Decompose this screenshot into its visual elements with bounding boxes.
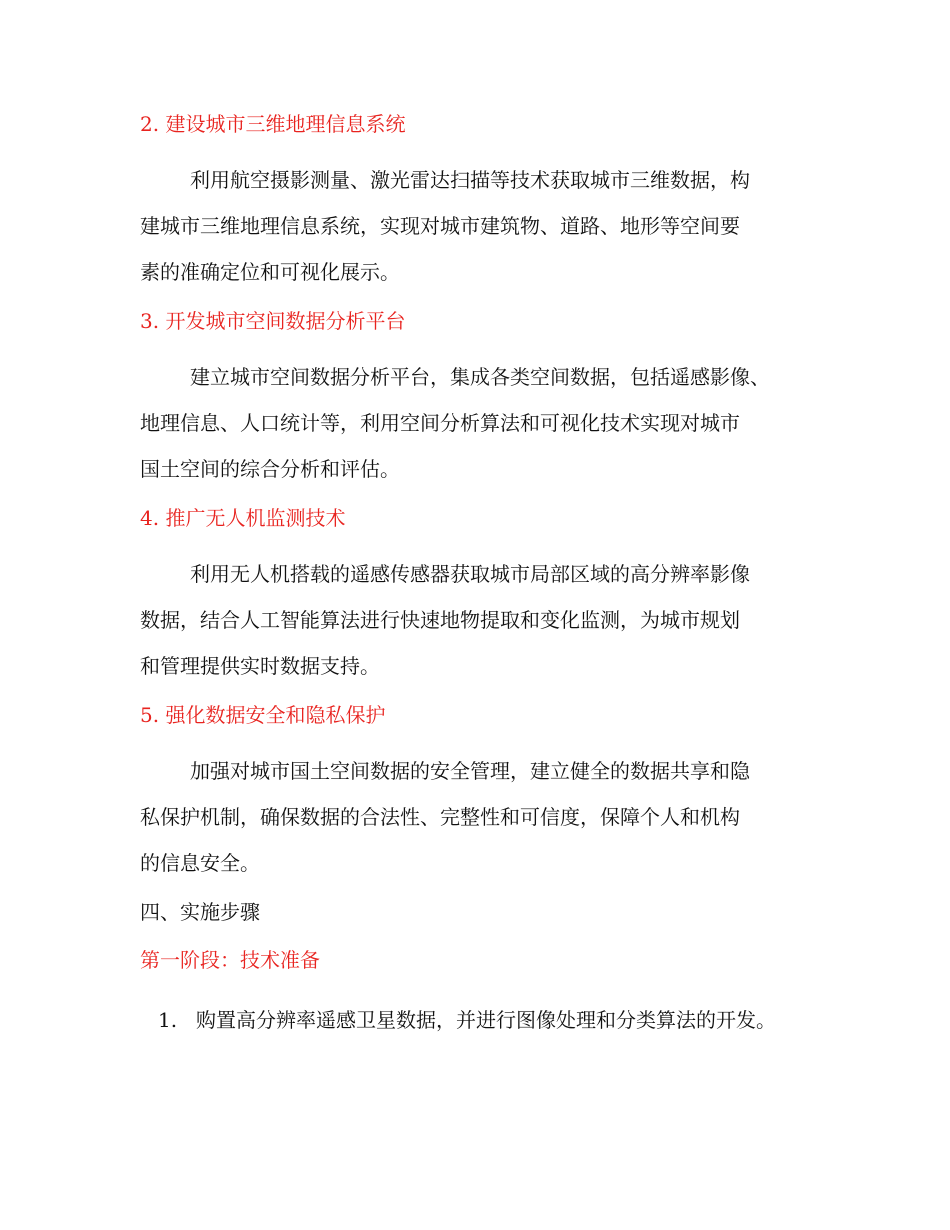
paragraph-line: 地理信息、人口统计等，利用空间分析算法和可视化技术实现对城市 <box>140 411 740 435</box>
paragraph-line: 私保护机制，确保数据的合法性、完整性和可信度，保障个人和机构 <box>140 805 740 829</box>
paragraph-line: 数据，结合人工智能算法进行快速地物提取和变化监测，为城市规划 <box>140 608 740 632</box>
chapter-heading: 四、实施步骤 <box>140 900 260 924</box>
paragraph-line: 的信息安全。 <box>140 851 260 875</box>
paragraph-line: 建城市三维地理信息系统，实现对城市建筑物、道路、地形等空间要 <box>140 214 740 238</box>
paragraph-line: 加强对城市国土空间数据的安全管理，建立健全的数据共享和隐 <box>190 759 750 783</box>
paragraph-line: 利用无人机搭载的遥感传感器获取城市局部区域的高分辨率影像 <box>190 562 750 586</box>
paragraph-line: 素的准确定位和可视化展示。 <box>140 260 400 284</box>
section-paragraph <box>140 551 830 689</box>
paragraph-line: 利用航空摄影测量、激光雷达扫描等技术获取城市三维数据，构 <box>190 168 750 192</box>
section-heading: 4. 推广无人机监测技术 <box>140 506 346 530</box>
section-paragraph <box>140 748 830 886</box>
list-item-number: 1. <box>158 1008 178 1032</box>
paragraph-line: 建立城市空间数据分析平台，集成各类空间数据，包括遥感影像、 <box>190 365 770 389</box>
stage-heading: 第一阶段：技术准备 <box>140 948 320 972</box>
paragraph-line: 国土空间的综合分析和评估。 <box>140 457 400 481</box>
section-heading: 2. 建设城市三维地理信息系统 <box>140 112 406 136</box>
section-paragraph <box>140 157 830 295</box>
section-heading: 3. 开发城市空间数据分析平台 <box>140 309 406 333</box>
section-heading: 5. 强化数据安全和隐私保护 <box>140 703 386 727</box>
section-paragraph <box>140 354 830 492</box>
paragraph-line: 和管理提供实时数据支持。 <box>140 654 380 678</box>
list-item <box>158 1006 776 1034</box>
list-item-text: 购置高分辨率遥感卫星数据，并进行图像处理和分类算法的开发。 <box>196 1008 776 1032</box>
